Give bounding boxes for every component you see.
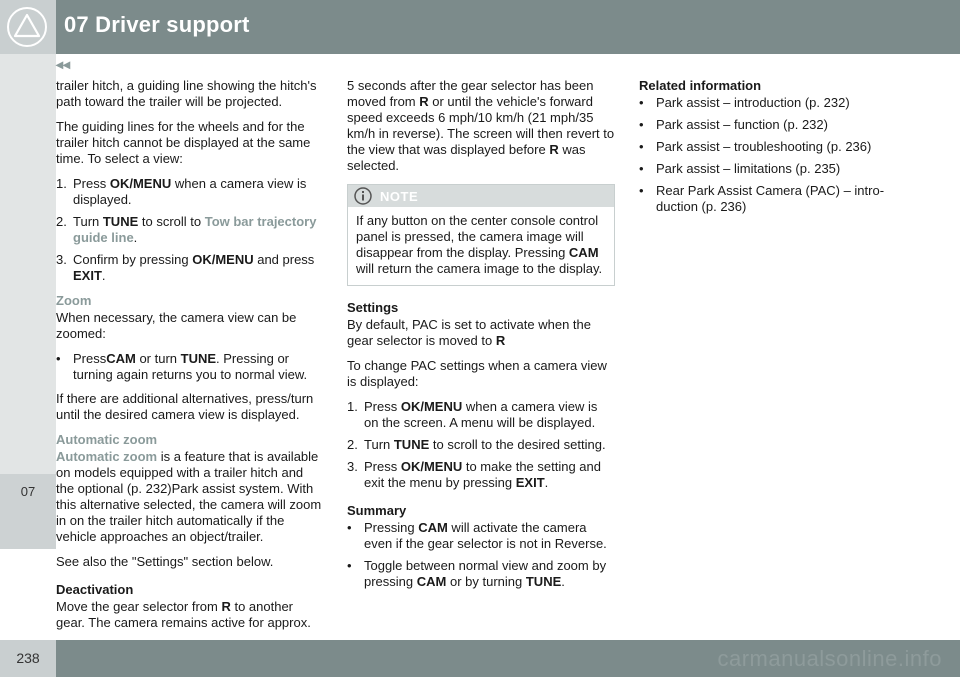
bullet-item: • Toggle between normal view and zoom by pressing CAM or by turning TUNE. (347, 558, 615, 590)
step-item: 2. Turn TUNE to scroll to Tow bar trajectory guide line. (56, 214, 324, 246)
related-link[interactable]: • Rear Park Assist Camera (PAC) – introduction (p. 236) (639, 183, 899, 215)
column-2 (347, 78, 615, 598)
paragraph: trailer hitch, a guiding line showing the hitch's path toward the trailer will be projected. (56, 78, 317, 109)
watermark-text: carmanualsonline.info (717, 646, 942, 671)
steps-list (56, 176, 324, 284)
warning-triangle-icon (6, 6, 48, 48)
chapter-label: 07 (20, 484, 36, 499)
related-link[interactable]: • Park assist – function (p. 232) (639, 117, 899, 133)
warning-icon-box (0, 0, 56, 54)
step-item: 1. Press OK/MENU when a camera view is on the screen. A menu will be displayed. (347, 399, 615, 431)
paragraph: If there are additional alternatives, press/turn until the desired camera view is displayed. (56, 391, 314, 422)
footer-bar (0, 640, 960, 677)
column-3 (639, 78, 899, 223)
related-link[interactable]: • Park assist – limitations (p. 235) (639, 161, 899, 177)
related-links-list (639, 95, 899, 215)
step-item: 2. Turn TUNE to scroll to the desired setting. (347, 437, 615, 453)
paragraph: Move the gear selector from R to another gear. The camera remains active for approx. (56, 599, 311, 630)
related-link[interactable]: • Park assist – introduction (p. 232) (639, 95, 899, 111)
step-item: 1. Press OK/MENU when a camera view is displayed. (56, 176, 324, 208)
bullet-item: • PressCAM or turn TUNE. Pressing or turning again returns you to normal view. (56, 351, 324, 383)
paragraph: To change PAC settings when a camera view is displayed: (347, 358, 607, 389)
bullet-item: • Pressing CAM will activate the camera even if the gear selector is not in Reverse. (347, 520, 615, 552)
paragraph: Automatic zoom is a feature that is available on models equipped with a trailer hitch and the optional (p. 232)Park assist system. With this alternative selected, the camera will zoom in on the trailer hitch automatically if the vehicle approaches an object/trailer. (56, 449, 322, 544)
related-info-heading: Related information (639, 78, 762, 93)
column-1 (56, 78, 324, 640)
paragraph: See also the "Settings" section below. (56, 554, 274, 569)
paragraph: 5 seconds after the gear selector has been moved from R or until the vehicle's forward speed exceeds 6 mph/10 km/h (21 mph/35 km/h in reverse). The screen will then revert to the view that was displayed before R was selected. (347, 78, 615, 173)
info-icon (354, 187, 372, 205)
settings-heading: Settings (347, 300, 399, 315)
paragraph: The guiding lines for the wheels and for the trailer hitch cannot be displayed at the same time. To select a view: (56, 119, 311, 166)
back-chevron-icon[interactable]: ◂◂ (56, 56, 71, 72)
header-bar (0, 0, 960, 54)
note-box (347, 184, 615, 286)
steps-list (347, 399, 615, 491)
deactivation-heading: Deactivation (56, 582, 134, 597)
note-body: If any button on the center console control panel is pressed, the camera image will disappear from the display. Pressing CAM will return the camera image to the display. (356, 213, 603, 276)
note-header (348, 185, 614, 207)
automatic-zoom-heading: Automatic zoom (56, 432, 158, 447)
paragraph: By default, PAC is set to activate when the gear selector is moved to R (347, 317, 591, 348)
page-number: 238 (16, 650, 40, 666)
step-item: 3. Confirm by pressing OK/MENU and press EXIT. (56, 252, 324, 284)
related-link[interactable]: • Park assist – troubleshooting (p. 236) (639, 139, 899, 155)
summary-heading: Summary (347, 503, 407, 518)
paragraph: When necessary, the camera view can be zoomed: (56, 310, 297, 341)
bullet-list (56, 351, 324, 383)
bullet-list (347, 520, 615, 590)
step-item: 3. Press OK/MENU to make the setting and exit the menu by pressing EXIT. (347, 459, 615, 491)
zoom-heading: Zoom (56, 293, 92, 308)
page-title: 07 Driver support (64, 12, 250, 37)
note-title: NOTE (380, 189, 419, 204)
